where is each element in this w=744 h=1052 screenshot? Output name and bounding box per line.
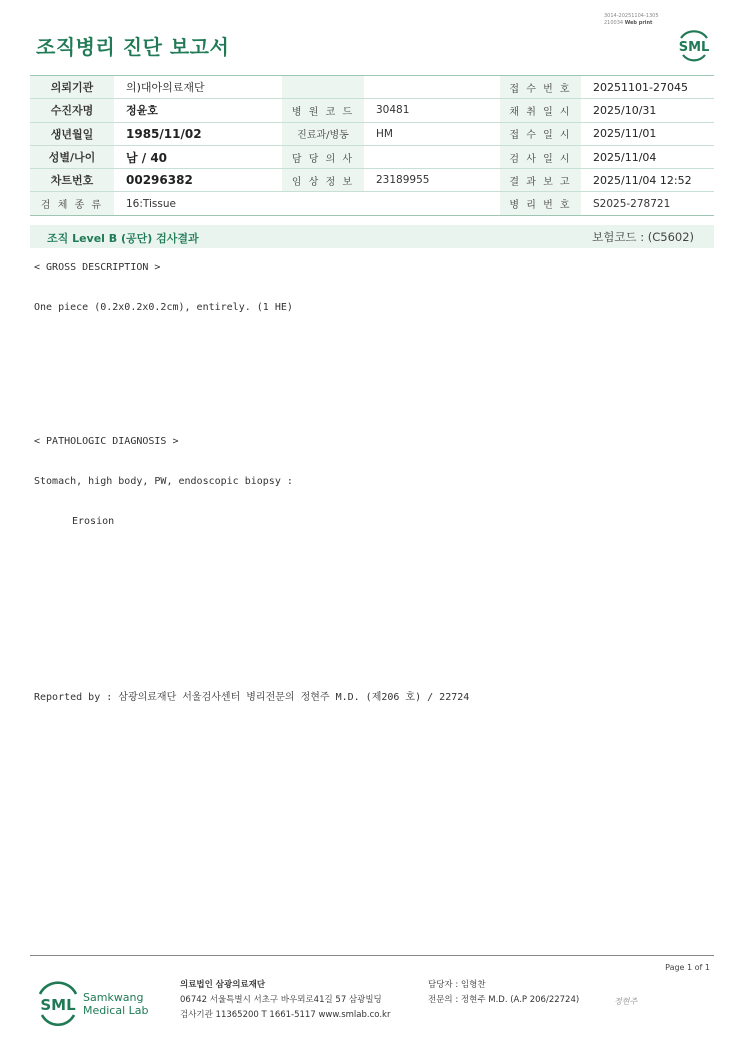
info-label: 차트번호 (30, 169, 114, 192)
staff-label: 담당자 : (428, 980, 459, 990)
info-value (364, 192, 500, 215)
print-id-line1: 3014-20251104-1305 (604, 13, 659, 19)
footer-divider (30, 955, 714, 956)
info-value: 2025/11/04 (581, 145, 714, 168)
info-row (30, 99, 714, 122)
result-section-bar (30, 225, 714, 248)
insurance-code: 보험코드 : (C5602) (592, 230, 694, 244)
info-label: 병 리 번 호 (500, 192, 581, 215)
section-title: 조직 Level B (공단) 검사결과 (47, 232, 199, 245)
info-label: 결 과 보 고 (500, 169, 581, 192)
info-value: S2025-278721 (581, 192, 714, 215)
brand-line2: Medical Lab (83, 1004, 149, 1017)
info-row (30, 76, 714, 99)
org-contact: 검사기관 11365200 T 1661-5117 www.smlab.co.kr (180, 1010, 391, 1020)
patient-info-table (30, 75, 714, 216)
diagnosis-header: < PATHOLOGIC DIAGNOSIS > (34, 436, 179, 447)
specialist-label: 전문의 : (428, 995, 459, 1005)
info-value: 정윤호 (114, 99, 282, 122)
info-value: 00296382 (114, 169, 282, 192)
info-row (30, 145, 714, 168)
report-title: 조직병리 진단 보고서 (36, 35, 230, 59)
logo-text: SML (678, 40, 710, 55)
info-label (282, 192, 364, 215)
info-value: 1985/11/02 (114, 122, 282, 145)
info-label: 접 수 번 호 (500, 76, 581, 99)
info-row (30, 122, 714, 145)
info-label: 수진자명 (30, 99, 114, 122)
signature: 정현주 (614, 997, 638, 1006)
info-label (282, 76, 364, 99)
info-label: 성별/나이 (30, 145, 114, 168)
org-name: 의료법인 삼광의료재단 (180, 980, 266, 990)
info-label: 담 당 의 사 (282, 145, 364, 168)
info-value: 의)대아의료재단 (114, 76, 282, 99)
info-label: 진료과/병동 (282, 122, 364, 145)
reported-by: Reported by : 삼광의료재단 서울검사센터 병리전문의 정현주 M.D. (제206 호) / 22724 (34, 692, 470, 703)
info-value: HM (364, 122, 500, 145)
info-label: 병 원 코 드 (282, 99, 364, 122)
gross-text: One piece (0.2x0.2x0.2cm), entirely. (1 HE) (34, 302, 293, 313)
web-print-label: Web print (624, 20, 653, 26)
footer-staff-block (428, 978, 579, 1008)
info-label: 접 수 일 시 (500, 122, 581, 145)
sml-logo-icon (675, 26, 713, 62)
info-value: 23189955 (364, 169, 500, 192)
info-value: 남 / 40 (114, 145, 282, 168)
info-value (364, 145, 500, 168)
page-number: Page 1 of 1 (665, 963, 710, 972)
org-address: 06742 서울특별시 서초구 바우뫼로41길 57 삼광빌딩 (180, 995, 382, 1005)
footer-org-block (180, 978, 390, 1023)
info-value: 30481 (364, 99, 500, 122)
info-label: 채 취 일 시 (500, 99, 581, 122)
info-value: 2025/10/31 (581, 99, 714, 122)
staff-name: 임형찬 (460, 980, 486, 990)
info-value: 2025/11/04 12:52 (581, 169, 714, 192)
info-value: 16:Tissue (114, 192, 282, 215)
info-label: 생년월일 (30, 122, 114, 145)
info-row (30, 169, 714, 192)
info-label: 의뢰기관 (30, 76, 114, 99)
diagnosis-site: Stomach, high body, PW, endoscopic biopsy : (34, 476, 293, 487)
info-value: 2025/11/01 (581, 122, 714, 145)
info-value (364, 76, 500, 99)
brand-line1: Samkwang (83, 991, 144, 1004)
info-label: 검 체 종 류 (30, 192, 114, 215)
info-label: 임 상 정 보 (282, 169, 364, 192)
gross-header: < GROSS DESCRIPTION > (34, 262, 161, 273)
diagnosis-result: Erosion (72, 516, 115, 527)
samkwang-logo-icon (36, 981, 156, 1027)
logo-text: SML (40, 996, 76, 1014)
info-label: 검 사 일 시 (500, 145, 581, 168)
print-id-line2: 210034 (604, 20, 624, 26)
specialist-name: 정현주 M.D. (A.P 206/22724) (460, 995, 580, 1005)
info-row (30, 192, 714, 215)
info-value: 20251101-27045 (581, 76, 714, 99)
print-id (604, 13, 659, 27)
